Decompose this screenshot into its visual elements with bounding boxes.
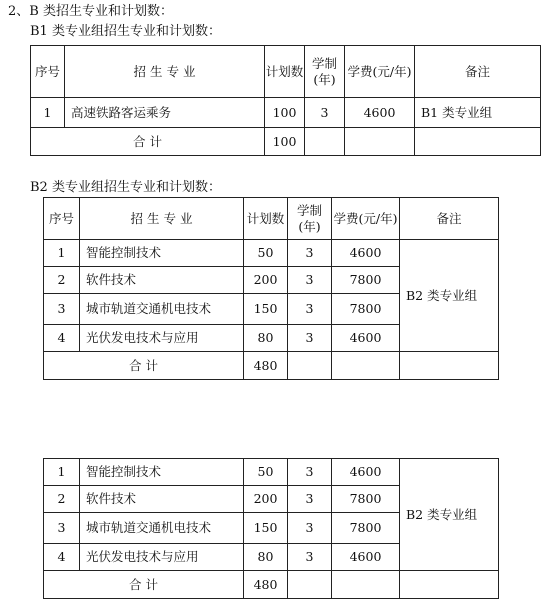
cell-years: 3: [288, 267, 332, 294]
b2-subtitle: B2 类专业组招生专业和计划数：: [30, 180, 221, 195]
empty-cell: [305, 128, 345, 156]
header-fee: 学费(元/年): [332, 198, 400, 240]
cell-years: 3: [288, 240, 332, 267]
cell-seq: 1: [44, 240, 80, 267]
cell-seq: 3: [44, 294, 80, 325]
header-years: 学制(年): [288, 198, 332, 240]
table-row: [44, 240, 499, 267]
header-seq: 序号: [44, 198, 80, 240]
total-label: 合 计: [44, 352, 244, 380]
header-years: 学制(年): [305, 46, 345, 98]
cell-major: 高速铁路客运乘务: [65, 98, 265, 128]
cell-seq: 3: [44, 513, 80, 544]
table-row: [44, 459, 499, 486]
b1-header-row: [31, 46, 541, 98]
empty-cell: [288, 571, 332, 599]
cell-major: 城市轨道交通机电技术: [80, 294, 244, 325]
cell-seq: 4: [44, 544, 80, 571]
cell-fee: 4600: [332, 459, 400, 486]
empty-cell: [332, 352, 400, 380]
cell-plan: 200: [244, 486, 288, 513]
b2-header-row: [44, 198, 499, 240]
cell-fee: 7800: [332, 267, 400, 294]
header-fee: 学费(元/年): [345, 46, 415, 98]
cell-fee: 4600: [332, 544, 400, 571]
header-major: 招 生 专 业: [65, 46, 265, 98]
cell-seq: 2: [44, 486, 80, 513]
cell-note: B1 类专业组: [415, 98, 541, 128]
b2-repeat-table: [43, 458, 499, 599]
cell-fee: 4600: [332, 240, 400, 267]
total-plan: 480: [244, 571, 288, 599]
header-plan: 计划数: [244, 198, 288, 240]
cell-fee: 7800: [332, 294, 400, 325]
cell-major: 软件技术: [80, 486, 244, 513]
cell-seq: 1: [44, 459, 80, 486]
cell-years: 3: [288, 294, 332, 325]
cell-plan: 200: [244, 267, 288, 294]
empty-cell: [288, 352, 332, 380]
total-plan: 480: [244, 352, 288, 380]
empty-cell: [332, 571, 400, 599]
b2-table: [43, 197, 499, 380]
cell-years: 3: [288, 486, 332, 513]
cell-major: 城市轨道交通机电技术: [80, 513, 244, 544]
table-row: [31, 98, 541, 128]
header-note: 备注: [415, 46, 541, 98]
header-plan: 计划数: [265, 46, 305, 98]
cell-fee: 4600: [332, 325, 400, 352]
cell-seq: 4: [44, 325, 80, 352]
cell-plan: 150: [244, 294, 288, 325]
cell-note: B2 类专业组: [400, 240, 499, 352]
cell-major: 光伏发电技术与应用: [80, 544, 244, 571]
cell-fee: 7800: [332, 486, 400, 513]
cell-years: 3: [305, 98, 345, 128]
cell-years: 3: [288, 459, 332, 486]
cell-plan: 150: [244, 513, 288, 544]
header-major: 招 生 专 业: [80, 198, 244, 240]
empty-cell: [415, 128, 541, 156]
cell-plan: 100: [265, 98, 305, 128]
cell-years: 3: [288, 325, 332, 352]
empty-cell: [400, 571, 499, 599]
b1-total-row: [31, 128, 541, 156]
b1-table: [30, 45, 541, 156]
empty-cell: [345, 128, 415, 156]
cell-plan: 50: [244, 459, 288, 486]
cell-fee: 4600: [345, 98, 415, 128]
cell-plan: 80: [244, 544, 288, 571]
header-note: 备注: [400, 198, 499, 240]
total-label: 合 计: [31, 128, 265, 156]
cell-years: 3: [288, 544, 332, 571]
cell-major: 软件技术: [80, 267, 244, 294]
cell-fee: 7800: [332, 513, 400, 544]
cell-major: 光伏发电技术与应用: [80, 325, 244, 352]
cell-years: 3: [288, 513, 332, 544]
b2-repeat-total-row: [44, 571, 499, 599]
total-plan: 100: [265, 128, 305, 156]
empty-cell: [400, 352, 499, 380]
cell-plan: 50: [244, 240, 288, 267]
total-label: 合 计: [44, 571, 244, 599]
cell-major: 智能控制技术: [80, 459, 244, 486]
header-seq: 序号: [31, 46, 65, 98]
b1-subtitle: B1 类专业组招生专业和计划数：: [30, 24, 221, 39]
section-title: 2、B 类招生专业和计划数：: [8, 4, 173, 19]
cell-note: B2 类专业组: [400, 459, 499, 571]
cell-plan: 80: [244, 325, 288, 352]
cell-seq: 2: [44, 267, 80, 294]
cell-major: 智能控制技术: [80, 240, 244, 267]
b2-total-row: [44, 352, 499, 380]
cell-seq: 1: [31, 98, 65, 128]
